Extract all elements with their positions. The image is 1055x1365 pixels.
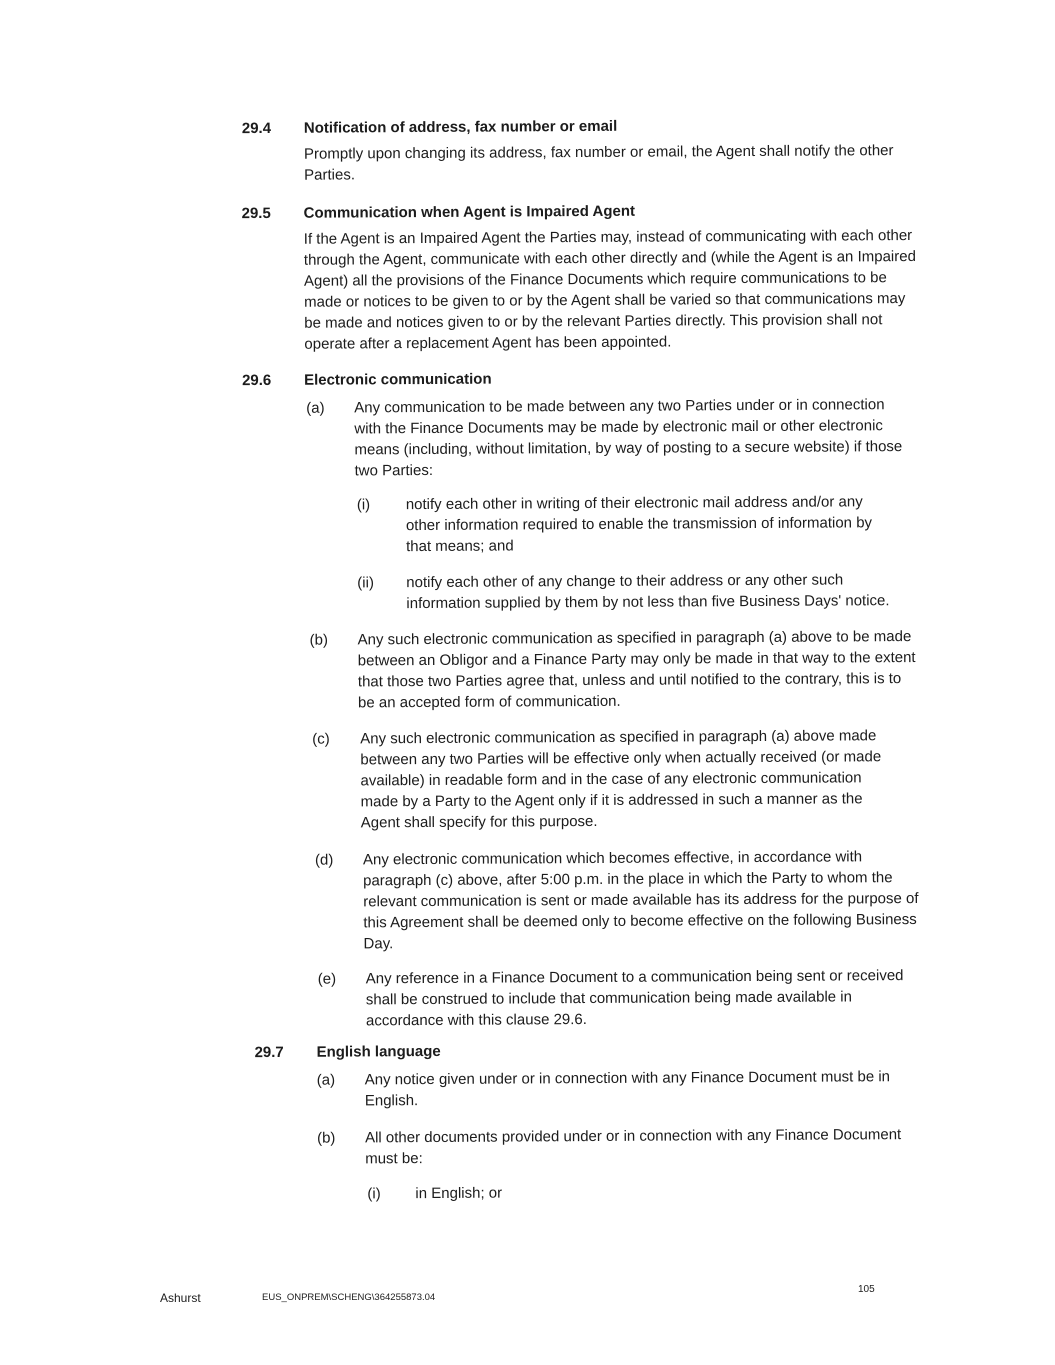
paragraph-d [314,846,930,953]
paragraph-b [317,1124,932,1168]
paragraph-label: (a) [316,1071,336,1089]
paragraph-label: (d) [314,851,334,869]
clause-29-5 [242,201,933,355]
paragraph-label: (c) [312,730,330,748]
paragraph-e [317,965,933,1030]
clause-heading: Notification of address, fax number or email [303,117,618,137]
paragraph-text: Any such electronic communication as specified in paragraph (a) above made between any two Parties will be effective only when actually received (or made available) in readable form and in the case of any electronic communication made by a Party to the Agent only if it is addressed in such a manner as the Agent shall specify for this purpose. [360,727,882,832]
clause-heading: English language [316,1042,441,1061]
clause-body: If the Agent is an Impaired Agent the Parties may, instead of communicating with each other through the Agent, communicate with each other directly and (while the Agent is an Impaired Agent) all the provisions of the Finance Documents which require communications to be made or notices to be given to or by the Agent shall be varied so that communications may be made and notices given to or by the relevant Parties directly. This provision shall not operate after a replacement Agent has been appointed. [303,227,916,353]
footer-document-reference: EUS_ONPREM\SCHENG\364255873.04 [262,1292,436,1303]
paragraph-text: Any electronic communication which becomes effective, in accordance with paragraph (c) above, after 5:00 p.m. in the place in which the Party to whom the relevant communication is sent or made available has its address for the purpose of this Agreement shall be deemed only to become effective on the following Business Day. [362,848,919,953]
paragraph-a [316,1066,927,1110]
subparagraph-label: (ii) [357,574,374,592]
clause-number: 29.4 [241,119,272,138]
clause-number: 29.5 [241,204,271,223]
paragraph-text: All other documents provided under or in connection with any Finance Document must be: [365,1126,902,1168]
paragraph-text: Any such electronic communication as specified in paragraph (a) above to be made between an Obligor and a Finance Party may only be made in that way to the extent that those two Parties agree that, unless and until notified to the contrary, this is to be an accepted form of communication. [357,628,916,712]
paragraph-text: Any communication to be made between any two Parties under or in connection with the Finance Documents may be made by electronic mail or other electronic means (including, without limitation, by way of posting to a secure website) if those two Parties: [354,396,903,480]
paragraph-text: Any notice given under or in connection with any Finance Document must be in English. [364,1068,891,1110]
clause-29-6 [242,368,936,1032]
subparagraph-text: notify each other of any change to their address or any other such information supplied by them by not less than five Business Days' notice. [406,571,890,613]
subparagraph-ii [357,569,917,613]
subparagraph-text: notify each other in writing of their electronic mail address and/or any other information required to enable the transmission of information by that means; and [405,493,873,556]
subparagraph-label: (i) [356,496,371,514]
paragraph-label: (b) [309,631,329,649]
subparagraph-i [367,1181,767,1203]
clause-heading: Electronic communication [303,370,492,389]
clause-number: 29.7 [254,1043,284,1062]
subparagraph-i [356,491,917,556]
paragraph-c [312,725,927,832]
paragraph-label: (a) [306,399,325,417]
clause-number: 29.6 [241,371,272,390]
subparagraph-label: (i) [367,1185,381,1203]
paragraph-b [309,626,925,712]
paragraph-label: (b) [317,1129,336,1147]
clause-29-7 [254,1040,935,1214]
paragraph-a [306,394,916,480]
footer-page-number: 105 [858,1284,875,1295]
clause-body: Promptly upon changing its address, fax number or email, the Agent shall notify the other Parties. [303,142,894,184]
clause-29-4 [242,116,922,190]
paragraph-label: (e) [317,970,337,988]
footer-firm-name: Ashurst [160,1291,201,1305]
paragraph-text: Any reference in a Finance Document to a communication being sent or received shall be construed to include that communication being made available in accordance with this clause 29.6. [365,967,904,1030]
clause-heading: Communication when Agent is Impaired Agent [303,202,636,222]
subparagraph-text: in English; or [415,1184,503,1203]
